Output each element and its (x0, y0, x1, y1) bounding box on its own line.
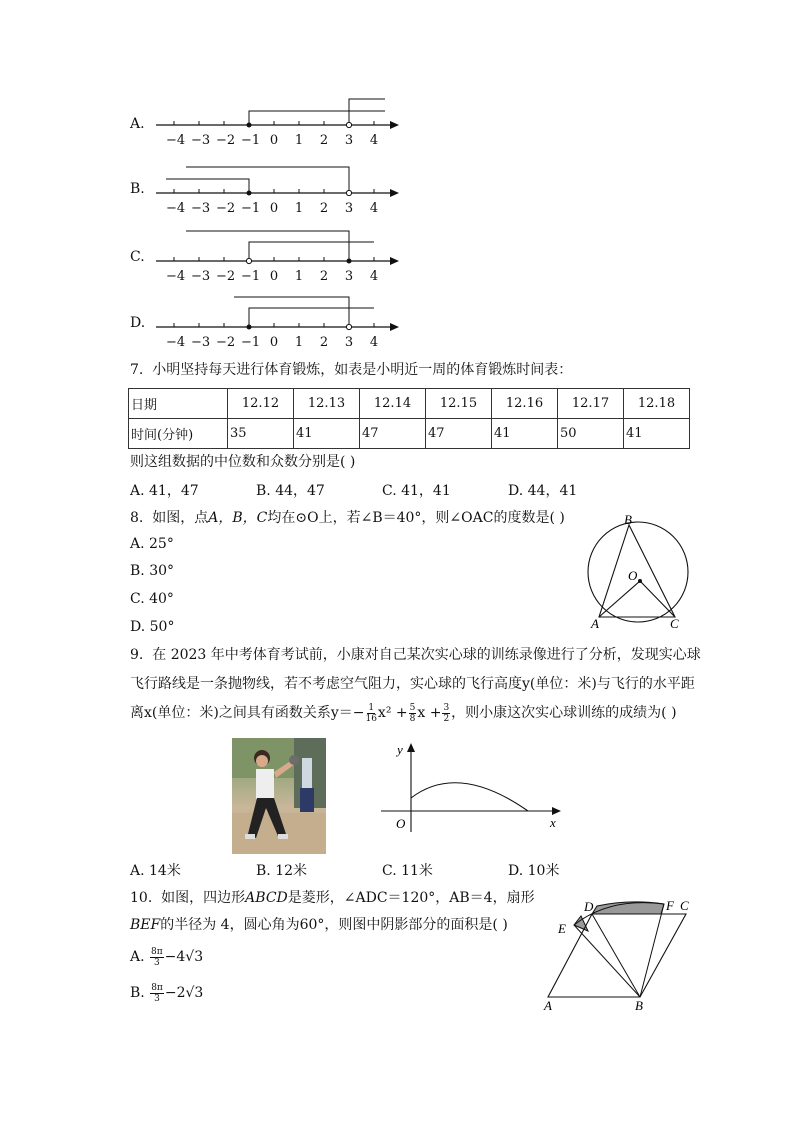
q10-sector: BEF (130, 917, 161, 933)
q8-text-a: 如图，点 (152, 510, 209, 526)
q9-choice-d[interactable]: D. 10米 (508, 863, 560, 879)
tick-label: 4 (369, 201, 379, 216)
fraction-numerator: 5 (409, 702, 416, 713)
q10-choice-b[interactable] (130, 980, 203, 1006)
q10-label-c: C (680, 898, 689, 913)
q7-question: 则这组数据的中位数和众数分别是( ) (130, 454, 356, 470)
q10-choice-b-fraction (150, 983, 164, 1004)
q10-label-e: E (558, 921, 566, 936)
q9-line3c: x + (417, 705, 442, 721)
q8-label-c: C (670, 616, 679, 631)
q8-stem (130, 508, 565, 528)
q8-choice-c[interactable]: C. 40° (130, 591, 174, 607)
q9-line3d: ，则小康这次实心球训练的成绩为( ) (451, 705, 677, 721)
q10-choice-a[interactable] (130, 944, 203, 970)
table-cell: 35 (228, 419, 294, 449)
tick-label: 2 (319, 335, 329, 350)
option-b-label: B. (130, 181, 145, 197)
table-cell: 12.17 (558, 389, 624, 419)
fraction-numerator: 8π (151, 982, 163, 993)
table-cell: 时间(分钟) (129, 419, 228, 449)
q8-choice-b[interactable]: B. 30° (130, 563, 175, 579)
q9-number: 9. (130, 647, 144, 663)
option-d-label: D. (130, 315, 146, 331)
tick-label: −3 (191, 133, 211, 148)
q10-shape: ABCD (245, 890, 288, 906)
q10-label-a: A (544, 998, 552, 1013)
q10-number: 10. (130, 890, 153, 906)
table-cell: 41 (624, 419, 690, 449)
table-cell: 50 (558, 419, 624, 449)
tick-label: 3 (344, 133, 354, 148)
q9-line3 (130, 700, 677, 726)
tick-label: 4 (369, 269, 379, 284)
q9-fraction-3 (442, 703, 450, 724)
fraction-denominator: 16 (365, 713, 377, 724)
number-line-b (156, 167, 399, 197)
fraction-denominator: 8 (409, 713, 416, 724)
q10-line1 (130, 888, 535, 908)
tick-label: −4 (166, 201, 186, 216)
tick-label: 1 (294, 335, 304, 350)
table-cell: 47 (426, 419, 492, 449)
tick-label: 3 (344, 201, 354, 216)
fraction-denominator: 3 (153, 957, 160, 968)
tick-label: −4 (166, 133, 186, 148)
fraction-denominator: 3 (154, 993, 160, 1004)
q10-choice-a-fraction (150, 947, 164, 968)
number-line-figures (150, 95, 405, 340)
table-cell: 12.14 (360, 389, 426, 419)
tick-label: 2 (319, 201, 329, 216)
table-cell: 12.12 (228, 389, 294, 419)
q7-table (128, 388, 690, 449)
tick-label: −3 (191, 269, 211, 284)
q9-fraction-1 (365, 703, 376, 724)
table-cell: 12.15 (426, 389, 492, 419)
tick-label: 2 (319, 269, 329, 284)
tick-label: −3 (191, 335, 211, 350)
q7-number: 7. (130, 362, 144, 378)
q9-fraction-2 (409, 703, 417, 724)
tick-label: −2 (216, 269, 236, 284)
table-cell: 日期 (129, 389, 228, 419)
number-line-d (156, 297, 399, 331)
table-cell: 41 (294, 419, 360, 449)
q9-origin-label: O (396, 816, 406, 831)
tick-label: 0 (269, 133, 279, 148)
q8-circle-figure (580, 510, 700, 635)
tick-label: −1 (241, 269, 261, 284)
q10-rhombus-figure (540, 893, 700, 1013)
q7-choice-b[interactable]: B. 44，47 (256, 483, 325, 499)
q10-label-f: F (666, 898, 674, 913)
q9-axis-x-label: x (550, 815, 556, 830)
table-cell: 41 (492, 419, 558, 449)
number-line-a (156, 99, 399, 129)
q10-label-d: D (584, 899, 594, 914)
tick-label: −1 (241, 335, 261, 350)
q10-choice-b-label: B. (130, 985, 145, 1001)
tick-label: −2 (216, 335, 236, 350)
fraction-denominator: 2 (443, 713, 450, 724)
tick-label: −2 (216, 133, 236, 148)
q9-line3b: x² + (377, 705, 408, 721)
q8-label-o: O (628, 568, 638, 583)
tick-label: −4 (166, 269, 186, 284)
tick-label: 0 (269, 335, 279, 350)
q8-text-b: 均在⊙O上，若∠B＝40°，则∠OAC的度数是( ) (267, 510, 565, 526)
athlete-photo-illustration (232, 738, 326, 854)
q10-choice-a-rest: −4√3 (164, 949, 204, 965)
table-cell: 12.16 (492, 389, 558, 419)
q9-line3a: 离x(单位：米)之间具有函数关系y＝− (130, 705, 365, 721)
q7-text: 小明坚持每天进行体育锻炼，如表是小明近一周的体育锻炼时间表： (152, 362, 573, 378)
tick-label: −1 (241, 201, 261, 216)
q8-number: 8. (130, 510, 144, 526)
q10-line1a: 如图，四边形 (161, 890, 246, 906)
q9-line1 (130, 645, 701, 665)
tick-label: 3 (344, 335, 354, 350)
tick-label: 0 (269, 269, 279, 284)
table-row (129, 419, 690, 449)
tick-label: 2 (319, 133, 329, 148)
q9-choice-b[interactable]: B. 12米 (256, 863, 308, 879)
tick-label: 1 (294, 133, 304, 148)
q10-line2 (130, 915, 508, 935)
table-cell: 12.18 (624, 389, 690, 419)
q9-choice-c[interactable]: C. 11米 (382, 863, 433, 879)
q9-athlete-photo (232, 738, 326, 854)
q10-line2-text: 的半径为 4，圆心角为60°，则图中阴影部分的面积是( ) (160, 917, 508, 933)
table-cell: 47 (360, 419, 426, 449)
q7-stem (130, 360, 572, 380)
option-c-label: C. (130, 249, 145, 265)
tick-label: −1 (241, 133, 261, 148)
table-row (129, 389, 690, 419)
q10-label-b: B (635, 998, 643, 1013)
tick-label: −4 (166, 335, 186, 350)
tick-label: 4 (369, 335, 379, 350)
tick-label: −2 (216, 201, 236, 216)
q10-choice-a-label: A. (130, 949, 145, 965)
q7-choice-d[interactable]: D. 44，41 (508, 483, 578, 499)
q7-choice-a[interactable]: A. 41，47 (130, 483, 199, 499)
fraction-numerator: 1 (368, 702, 375, 713)
q9-line2: 飞行路线是一条抛物线，若不考虑空气阻力，实心球的飞行高度y(单位：米)与飞行的水平距 (130, 676, 695, 692)
q8-points: A，B，C (208, 510, 268, 526)
q9-choice-a[interactable]: A. 14米 (130, 863, 181, 879)
q8-label-a: A (591, 616, 599, 631)
tick-label: 1 (294, 269, 304, 284)
fraction-numerator: 3 (443, 702, 450, 713)
q8-choice-a[interactable]: A. 25° (130, 536, 174, 552)
q8-choice-d[interactable]: D. 50° (130, 619, 175, 635)
tick-label: 0 (269, 201, 279, 216)
tick-label: 4 (369, 133, 379, 148)
number-line-c (156, 231, 399, 265)
q9-axis-y-label: y (397, 742, 403, 757)
q9-line1-text: 在 2023 年中考体育考试前，小康对自己某次实心球的训练录像进行了分析，发现实心球 (152, 647, 701, 663)
tick-label: 3 (344, 269, 354, 284)
option-a-label: A. (130, 116, 145, 132)
tick-label: −3 (191, 201, 211, 216)
q9-parabola-graph (378, 740, 568, 835)
q8-label-b: B (624, 512, 632, 527)
fraction-numerator: 8π (151, 946, 163, 957)
q10-choice-b-rest: −2√3 (164, 985, 204, 1001)
table-cell: 12.13 (294, 389, 360, 419)
tick-label: 1 (294, 201, 304, 216)
q10-line1b: 是菱形，∠ADC＝120°，AB＝4，扇形 (287, 890, 535, 906)
q7-choice-c[interactable]: C. 41，41 (382, 483, 451, 499)
